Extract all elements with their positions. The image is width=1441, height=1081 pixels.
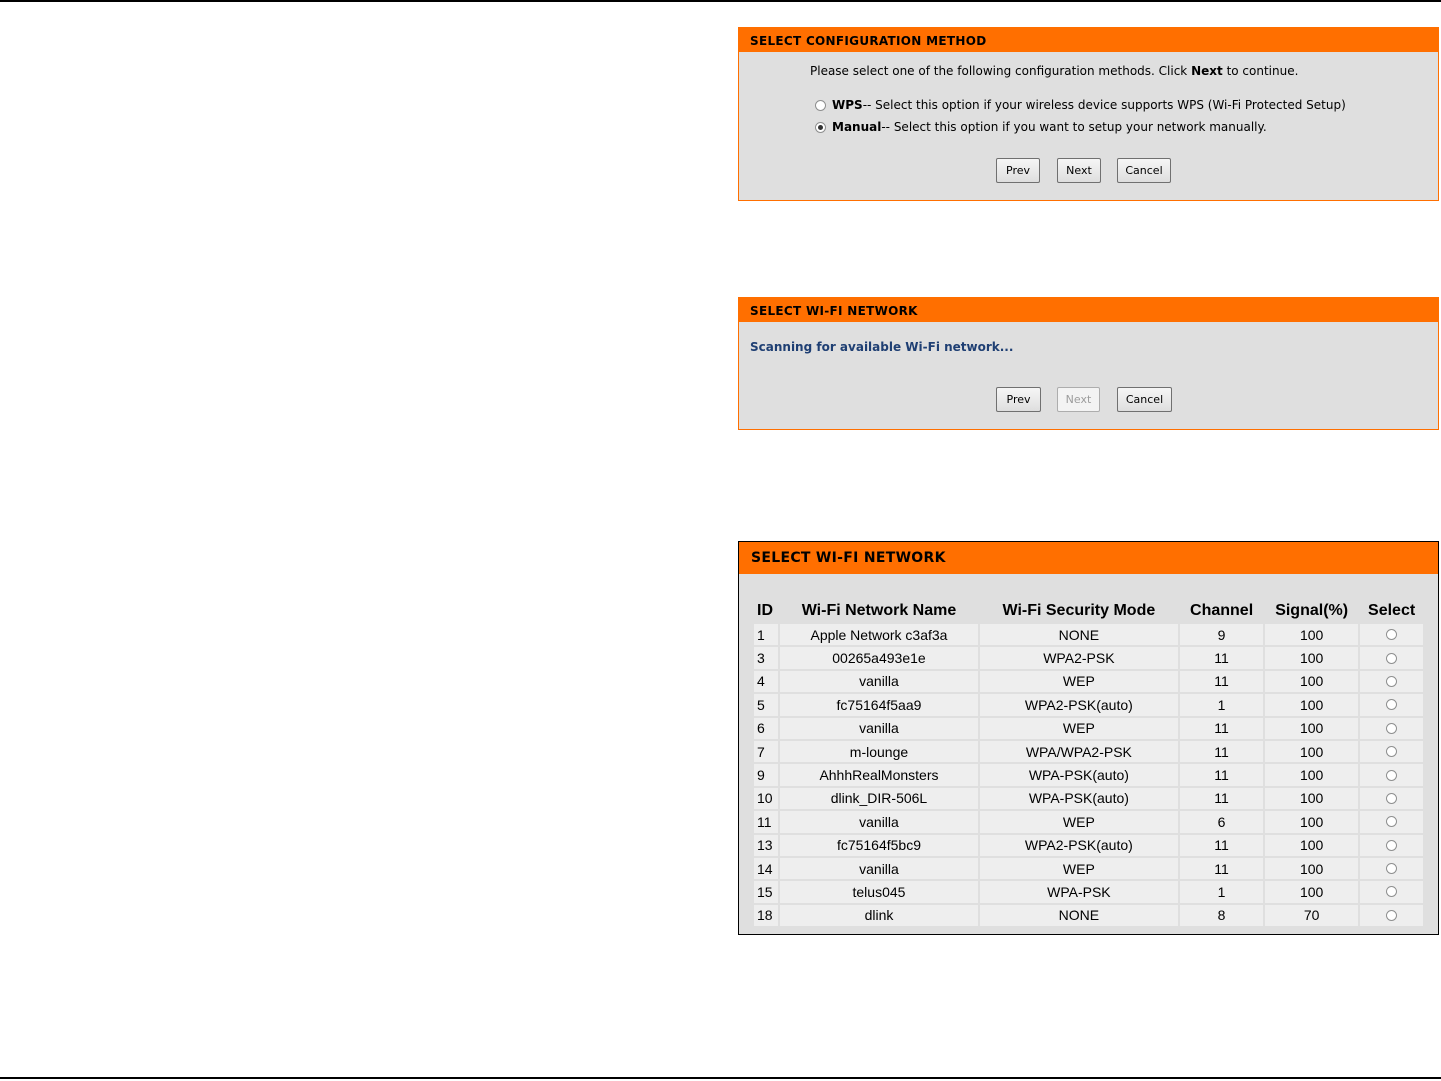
network-signal-cell: 100 bbox=[1265, 718, 1358, 739]
network-row[interactable] bbox=[754, 905, 1423, 926]
manual-option-label: Manual bbox=[832, 120, 882, 134]
bottom-rule bbox=[0, 1077, 1441, 1079]
next-button[interactable]: Next bbox=[1057, 158, 1101, 183]
column-header-channel: Channel bbox=[1180, 600, 1263, 622]
manual-radio[interactable] bbox=[815, 122, 826, 133]
network-row[interactable] bbox=[754, 811, 1423, 832]
cancel-button[interactable]: Cancel bbox=[1117, 158, 1171, 183]
network-channel-cell: 11 bbox=[1180, 788, 1263, 809]
network-channel-cell: 8 bbox=[1180, 905, 1263, 926]
network-select-cell bbox=[1360, 835, 1423, 856]
network-select-cell bbox=[1360, 718, 1423, 739]
network-signal-cell: 100 bbox=[1265, 858, 1358, 879]
network-select-radio[interactable] bbox=[1386, 793, 1397, 804]
network-list-title: SELECT WI-FI NETWORK bbox=[739, 542, 1438, 574]
network-name-cell: vanilla bbox=[780, 718, 977, 739]
network-select-radio[interactable] bbox=[1386, 699, 1397, 710]
network-id-cell: 11 bbox=[754, 811, 778, 832]
config-method-title: SELECT CONFIGURATION METHOD bbox=[739, 28, 1438, 52]
network-signal-cell: 100 bbox=[1265, 741, 1358, 762]
network-select-cell bbox=[1360, 624, 1423, 645]
network-signal-cell: 70 bbox=[1265, 905, 1358, 926]
network-select-radio[interactable] bbox=[1386, 886, 1397, 897]
network-select-cell bbox=[1360, 881, 1423, 902]
scan-next-button: Next bbox=[1057, 387, 1100, 412]
network-security-cell: WPA/WPA2-PSK bbox=[980, 741, 1178, 762]
network-name-cell: AhhhRealMonsters bbox=[780, 764, 977, 785]
network-select-cell bbox=[1360, 905, 1423, 926]
network-select-radio[interactable] bbox=[1386, 676, 1397, 687]
network-security-cell: WPA2-PSK(auto) bbox=[980, 694, 1178, 715]
network-name-cell: fc75164f5bc9 bbox=[780, 835, 977, 856]
column-header-id: ID bbox=[754, 600, 778, 622]
network-table bbox=[752, 598, 1425, 928]
network-security-cell: WPA-PSK bbox=[980, 881, 1178, 902]
network-security-cell: WEP bbox=[980, 811, 1178, 832]
network-row[interactable] bbox=[754, 858, 1423, 879]
network-name-cell: 00265a493e1e bbox=[780, 647, 977, 668]
network-row[interactable] bbox=[754, 741, 1423, 762]
network-security-cell: WPA2-PSK(auto) bbox=[980, 835, 1178, 856]
network-table-header bbox=[754, 600, 1423, 622]
network-select-radio[interactable] bbox=[1386, 770, 1397, 781]
network-name-cell: fc75164f5aa9 bbox=[780, 694, 977, 715]
network-list-panel bbox=[738, 541, 1439, 935]
network-select-cell bbox=[1360, 741, 1423, 762]
network-security-cell: NONE bbox=[980, 624, 1178, 645]
network-channel-cell: 11 bbox=[1180, 741, 1263, 762]
network-channel-cell: 11 bbox=[1180, 647, 1263, 668]
config-method-intro: Please select one of the following configuration methods. Click Next to continue. bbox=[810, 64, 1299, 78]
network-signal-cell: 100 bbox=[1265, 788, 1358, 809]
network-signal-cell: 100 bbox=[1265, 881, 1358, 902]
network-channel-cell: 1 bbox=[1180, 881, 1263, 902]
network-signal-cell: 100 bbox=[1265, 811, 1358, 832]
network-select-cell bbox=[1360, 788, 1423, 809]
network-id-cell: 1 bbox=[754, 624, 778, 645]
network-select-radio[interactable] bbox=[1386, 840, 1397, 851]
network-id-cell: 15 bbox=[754, 881, 778, 902]
network-name-cell: m-lounge bbox=[780, 741, 977, 762]
network-security-cell: WEP bbox=[980, 858, 1178, 879]
network-row[interactable] bbox=[754, 788, 1423, 809]
wps-option-label: WPS bbox=[832, 98, 863, 112]
network-select-cell bbox=[1360, 671, 1423, 692]
manual-option bbox=[815, 120, 1267, 134]
wps-option bbox=[815, 98, 1346, 112]
network-id-cell: 4 bbox=[754, 671, 778, 692]
wps-radio[interactable] bbox=[815, 100, 826, 111]
wps-option-description: -- Select this option if your wireless device supports WPS (Wi-Fi Protected Setup) bbox=[862, 98, 1346, 112]
network-select-radio[interactable] bbox=[1386, 910, 1397, 921]
network-name-cell: vanilla bbox=[780, 671, 977, 692]
network-channel-cell: 11 bbox=[1180, 858, 1263, 879]
network-row[interactable] bbox=[754, 671, 1423, 692]
column-header-security: Wi-Fi Security Mode bbox=[980, 600, 1178, 622]
network-select-cell bbox=[1360, 694, 1423, 715]
network-select-radio[interactable] bbox=[1386, 863, 1397, 874]
network-channel-cell: 11 bbox=[1180, 671, 1263, 692]
network-id-cell: 14 bbox=[754, 858, 778, 879]
network-id-cell: 18 bbox=[754, 905, 778, 926]
network-signal-cell: 100 bbox=[1265, 671, 1358, 692]
scan-network-panel bbox=[738, 297, 1439, 430]
network-select-cell bbox=[1360, 764, 1423, 785]
column-header-select: Select bbox=[1360, 600, 1423, 622]
network-name-cell: Apple Network c3af3a bbox=[780, 624, 977, 645]
network-security-cell: WEP bbox=[980, 671, 1178, 692]
network-id-cell: 9 bbox=[754, 764, 778, 785]
scanning-status: Scanning for available Wi-Fi network... bbox=[750, 340, 1014, 354]
network-signal-cell: 100 bbox=[1265, 835, 1358, 856]
network-id-cell: 3 bbox=[754, 647, 778, 668]
network-select-radio[interactable] bbox=[1386, 629, 1397, 640]
network-row[interactable] bbox=[754, 694, 1423, 715]
network-signal-cell: 100 bbox=[1265, 624, 1358, 645]
network-channel-cell: 6 bbox=[1180, 811, 1263, 832]
prev-button[interactable]: Prev bbox=[996, 158, 1040, 183]
network-row[interactable] bbox=[754, 624, 1423, 645]
scan-cancel-button[interactable]: Cancel bbox=[1117, 387, 1172, 412]
network-security-cell: WPA-PSK(auto) bbox=[980, 788, 1178, 809]
network-select-cell bbox=[1360, 647, 1423, 668]
network-channel-cell: 1 bbox=[1180, 694, 1263, 715]
config-method-panel bbox=[738, 27, 1439, 201]
network-select-cell bbox=[1360, 811, 1423, 832]
network-channel-cell: 9 bbox=[1180, 624, 1263, 645]
network-name-cell: vanilla bbox=[780, 811, 977, 832]
network-select-radio[interactable] bbox=[1386, 816, 1397, 827]
network-id-cell: 10 bbox=[754, 788, 778, 809]
network-name-cell: dlink_DIR-506L bbox=[780, 788, 977, 809]
network-name-cell: telus045 bbox=[780, 881, 977, 902]
network-id-cell: 7 bbox=[754, 741, 778, 762]
network-row[interactable] bbox=[754, 835, 1423, 856]
scan-network-title: SELECT WI-FI NETWORK bbox=[739, 298, 1438, 322]
scan-prev-button[interactable]: Prev bbox=[996, 387, 1041, 412]
network-select-cell bbox=[1360, 858, 1423, 879]
network-select-radio[interactable] bbox=[1386, 723, 1397, 734]
network-name-cell: dlink bbox=[780, 905, 977, 926]
network-name-cell: vanilla bbox=[780, 858, 977, 879]
network-channel-cell: 11 bbox=[1180, 718, 1263, 739]
network-id-cell: 13 bbox=[754, 835, 778, 856]
network-signal-cell: 100 bbox=[1265, 764, 1358, 785]
network-security-cell: WEP bbox=[980, 718, 1178, 739]
network-row[interactable] bbox=[754, 881, 1423, 902]
column-header-name: Wi-Fi Network Name bbox=[780, 600, 977, 622]
network-select-radio[interactable] bbox=[1386, 746, 1397, 757]
top-rule bbox=[0, 0, 1441, 2]
network-security-cell: NONE bbox=[980, 905, 1178, 926]
network-security-cell: WPA2-PSK bbox=[980, 647, 1178, 668]
column-header-signal: Signal(%) bbox=[1265, 600, 1358, 622]
network-id-cell: 6 bbox=[754, 718, 778, 739]
manual-option-description: -- Select this option if you want to setup your network manually. bbox=[881, 120, 1267, 134]
network-row[interactable] bbox=[754, 718, 1423, 739]
network-security-cell: WPA-PSK(auto) bbox=[980, 764, 1178, 785]
network-select-radio[interactable] bbox=[1386, 653, 1397, 664]
network-id-cell: 5 bbox=[754, 694, 778, 715]
network-signal-cell: 100 bbox=[1265, 694, 1358, 715]
network-row[interactable] bbox=[754, 764, 1423, 785]
network-channel-cell: 11 bbox=[1180, 835, 1263, 856]
network-signal-cell: 100 bbox=[1265, 647, 1358, 668]
network-channel-cell: 11 bbox=[1180, 764, 1263, 785]
network-row[interactable] bbox=[754, 647, 1423, 668]
